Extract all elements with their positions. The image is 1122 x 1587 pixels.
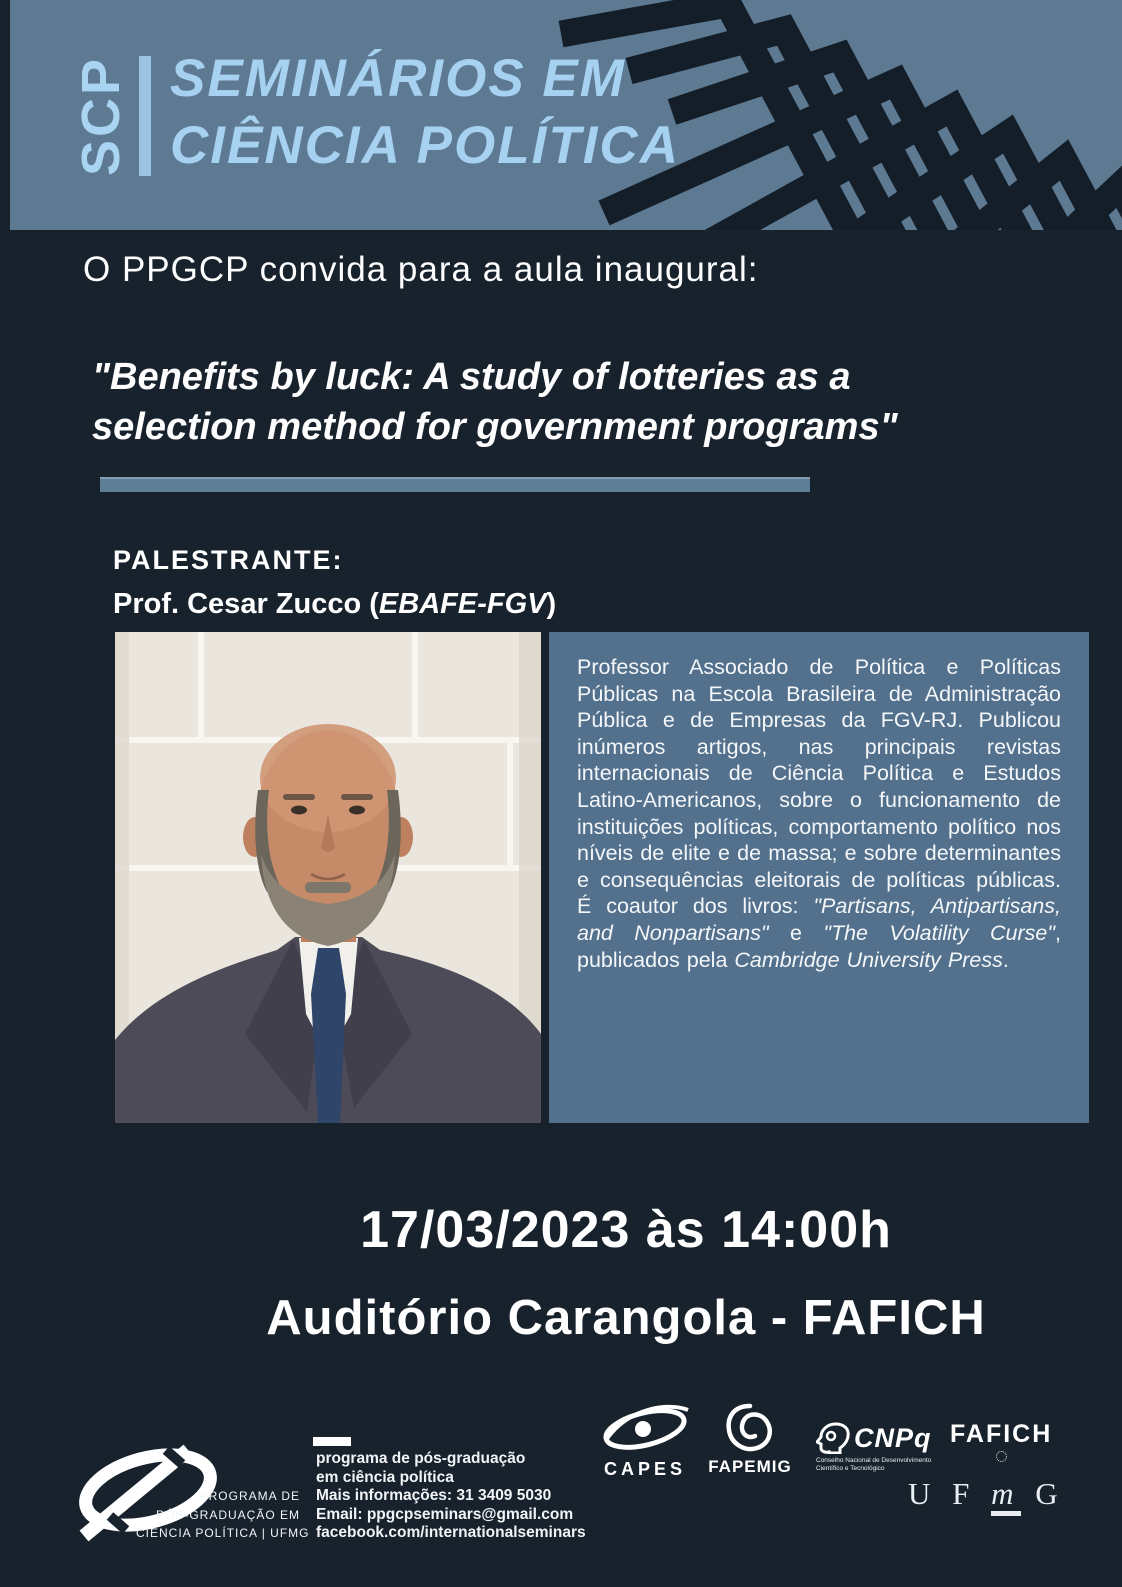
caption-line: PROGRAMA DE [199, 1489, 300, 1503]
ufmg-logo [908, 1476, 1065, 1512]
talk-title-line-1: "Benefits by luck: A study of lotteries as a [92, 356, 851, 398]
cnpq-subtitle-line: Conselho Nacional de Desenvolvimento [816, 1457, 932, 1464]
speaker-section-label: PALESTRANTE: [113, 545, 344, 575]
header-band [10, 0, 1122, 230]
ufmg-part: U F [908, 1476, 992, 1511]
cnpq-logo [816, 1422, 966, 1472]
program-info [316, 1450, 586, 1543]
talk-title-line-2: selection method for government programs" [92, 406, 898, 448]
caption-line: PÓS-GRADUAÇÃO EM [155, 1507, 300, 1522]
program-line: Mais informações: 31 3409 5030 [316, 1487, 552, 1504]
capes-logo-icon [598, 1402, 692, 1452]
speaker-photo [115, 632, 541, 1123]
cnpq-subtitle-line: Científico e Tecnológico [816, 1464, 885, 1472]
footer-dash [313, 1437, 351, 1446]
fapemig-logo [700, 1402, 800, 1477]
capes-logo [598, 1402, 692, 1480]
program-line: Email: ppgcpseminars@gmail.com [316, 1505, 574, 1523]
event-location: Auditório Carangola - FAFICH [266, 1291, 986, 1345]
cnpq-logo-icon [816, 1422, 850, 1454]
fafich-logo [950, 1420, 1052, 1467]
speaker-name: Prof. Cesar Zucco (EBAFE-FGV) [113, 588, 557, 620]
speaker-portrait-illustration [115, 632, 541, 1123]
scp-acronym: SCP [71, 55, 131, 177]
header-line-1: SEMINÁRIOS EM [170, 49, 626, 108]
header-line-2: CIÊNCIA POLÍTICA [170, 116, 680, 175]
event-datetime: 17/03/2023 às 14:00h [360, 1201, 892, 1259]
fafich-gear-icon [996, 1451, 1007, 1462]
ppgcp-logo-caption [136, 1487, 310, 1543]
ufmg-part: G [1020, 1476, 1065, 1511]
header-divider-bar [139, 56, 151, 176]
cnpq-logo-label: CNPq [854, 1422, 932, 1453]
caption-line: CIÊNCIA POLÍTICA | UFMG [136, 1526, 310, 1540]
invite-text: O PPGCP convida para a aula inaugural: [83, 250, 759, 289]
program-line: em ciência política [316, 1468, 454, 1486]
fapemig-logo-icon [723, 1402, 777, 1454]
fapemig-logo-label: FAPEMIG [708, 1457, 792, 1476]
title-underline-bar [100, 477, 810, 492]
program-line: programa de pós-graduação [316, 1450, 526, 1467]
speaker-bio-box [549, 632, 1089, 1123]
capes-logo-label: CAPES [603, 1459, 686, 1479]
talk-title [92, 352, 1012, 452]
program-line: facebook.com/internationalseminars [316, 1524, 586, 1541]
speaker-bio: Professor Associado de Política e Políticas Públicas na Escola Brasileira de Administração Pública e de Empresas da FGV-RJ. Publicou inúmeros artigos, nas principais revistas internacionais de Ciência Política e Estudos Latino-Americanos, sobre o funcionamento de instituições políticas, comportamento político nos níveis de elite e de massa; e sobre determinantes e consequências eleitorais de políticas públicas. É coautor dos livros: "Partisans, Antipartisans, and Nonpartisans" e "The Volatility Curse", publicados pela Cambridge University Press. [577, 655, 1061, 972]
fafich-logo-label: FAFICH [950, 1420, 1053, 1448]
ufmg-part-m: m [991, 1476, 1020, 1516]
